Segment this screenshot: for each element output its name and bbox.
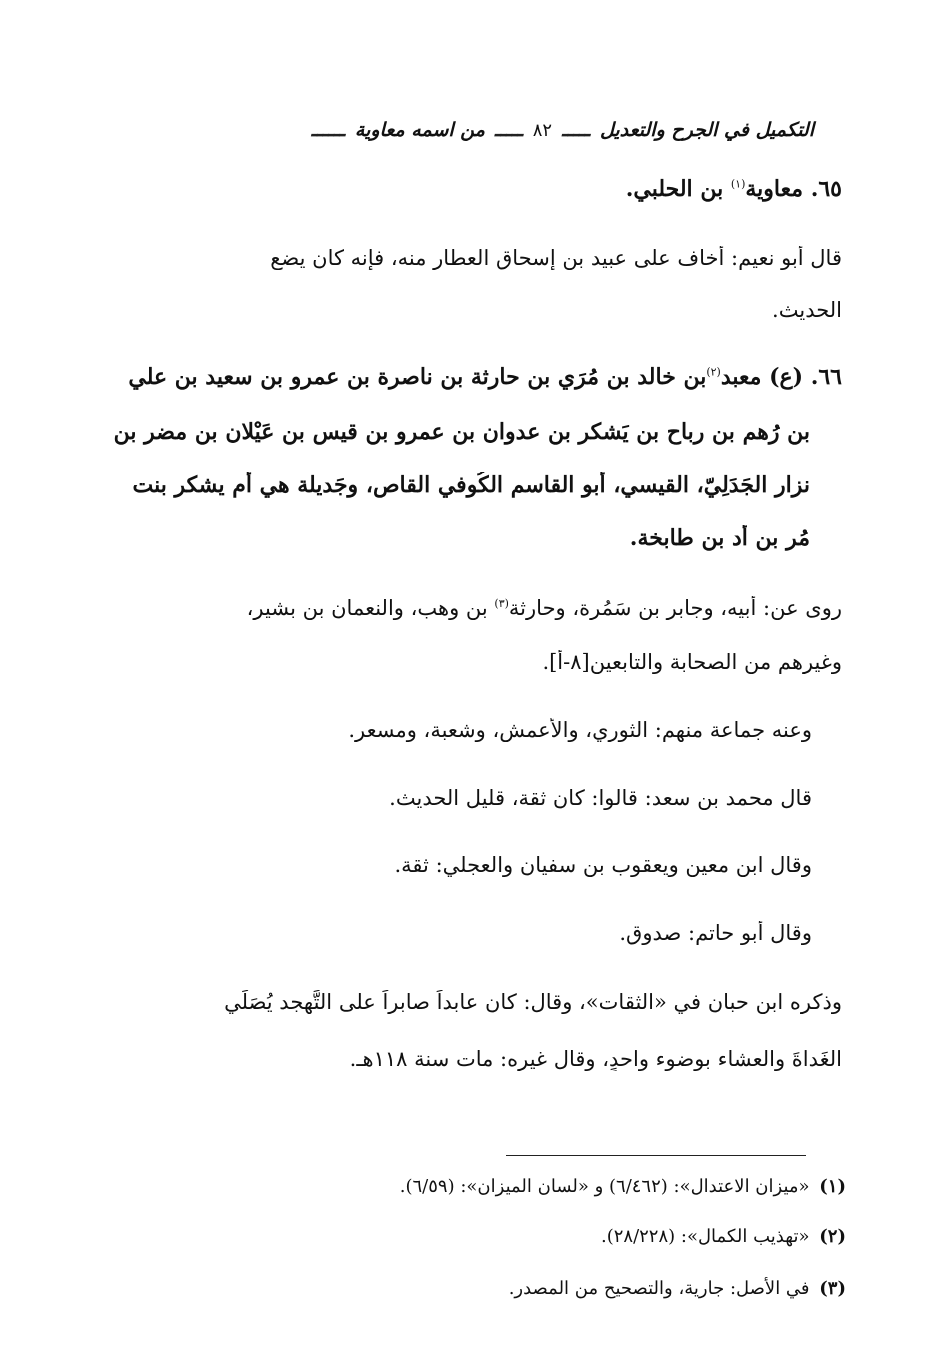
header-section: من اسمه معاوية: [354, 119, 485, 141]
header-separator: ــــــ: [311, 119, 345, 141]
footnote-3: (٣) في الأصل: جارية، والتصحيح من المصدر.: [508, 1278, 846, 1299]
running-header: [150, 112, 814, 148]
entry-66-ibn-main: وقال ابن معين ويعقوب بن سفيان والعجلي: ثقة.: [394, 853, 812, 877]
entry-66-ibn-hibban-line: وذكره ابن حبان في «الثقات»، وقال: كان عابداً صابراً على التَّهجد يُصَلِّي: [224, 990, 842, 1014]
entry-65-text-line: الحديث.: [772, 298, 842, 322]
page-number: ٨٢: [532, 119, 553, 141]
entry-66-bio-line: مُر بن أُد بن طابخة.: [629, 525, 810, 551]
entry-66-ibn-saad: قال محمد بن سعد: قالوا: كان ثقة، قليل الحديث.: [389, 786, 812, 810]
entry-66-title: ٦٦. (ع) معبد$^{(٢)}$بن خالد بن مُرَي بن حارثة بن ناصرة بن عمرو بن سعيد بن علي: [128, 364, 842, 390]
footnote-ref: (٣): [494, 597, 509, 610]
footnote-ref: (٢): [706, 365, 721, 379]
header-separator: ـــــ: [494, 119, 523, 141]
entry-66-riwaya-line: روى عن: أبيه، وجابر بن سَمُرة، وحارثة$^{(٣)}$ بن وهب، والنعمان بن بشير،: [246, 596, 842, 620]
header-separator: ـــــ: [562, 119, 590, 141]
header-book-title: التكميل في الجرح والتعديل: [599, 119, 814, 141]
entry-66-abu-hatim: وقال أبو حاتم: صدوق.: [619, 921, 812, 945]
entry-66-riwaya-line: وغيرهم من الصحابة والتابعين[٨-أ].: [542, 650, 842, 674]
entry-66-bio-line: نزار الجَدَلِيّ، القيسي، أبو القاسم الكُوفي القاص، وجَديلة هي أم يشكر بنت: [132, 472, 810, 498]
entry-65-text-line: قال أبو نعيم: أخاف على عبيد بن إسحاق العطار منه، فإنه كان يضع: [270, 246, 842, 270]
entry-65-title: ٦٥. معاوية$^{(١)}$ بن الحلبي.: [625, 176, 842, 202]
footnote-divider: [506, 1155, 806, 1156]
footnote-2: (٢) «تهذيب الكمال»: (٢٨/٢٢٨).: [600, 1226, 846, 1247]
footnote-ref: (١): [730, 177, 746, 191]
entry-66-students: وعنه جماعة منهم: الثوري، والأعمش، وشعبة، ومسعر.: [348, 718, 812, 742]
entry-66-bio-line: بن رُهم بن رباح بن يَشكر بن عدوان بن عمرو بن قيس بن عَيْلان بن مضر بن: [113, 419, 810, 445]
footnote-1: (١) «ميزان الاعتدال»: (٦/٤٦٢) و «لسان الميزان»: (٦/٥٩).: [399, 1176, 846, 1197]
entry-66-ibn-hibban-line: الغَداةَ والعشاء بوضوء واحدٍ، وقال غيره: مات سنة ١١٨هـ.: [349, 1047, 842, 1071]
